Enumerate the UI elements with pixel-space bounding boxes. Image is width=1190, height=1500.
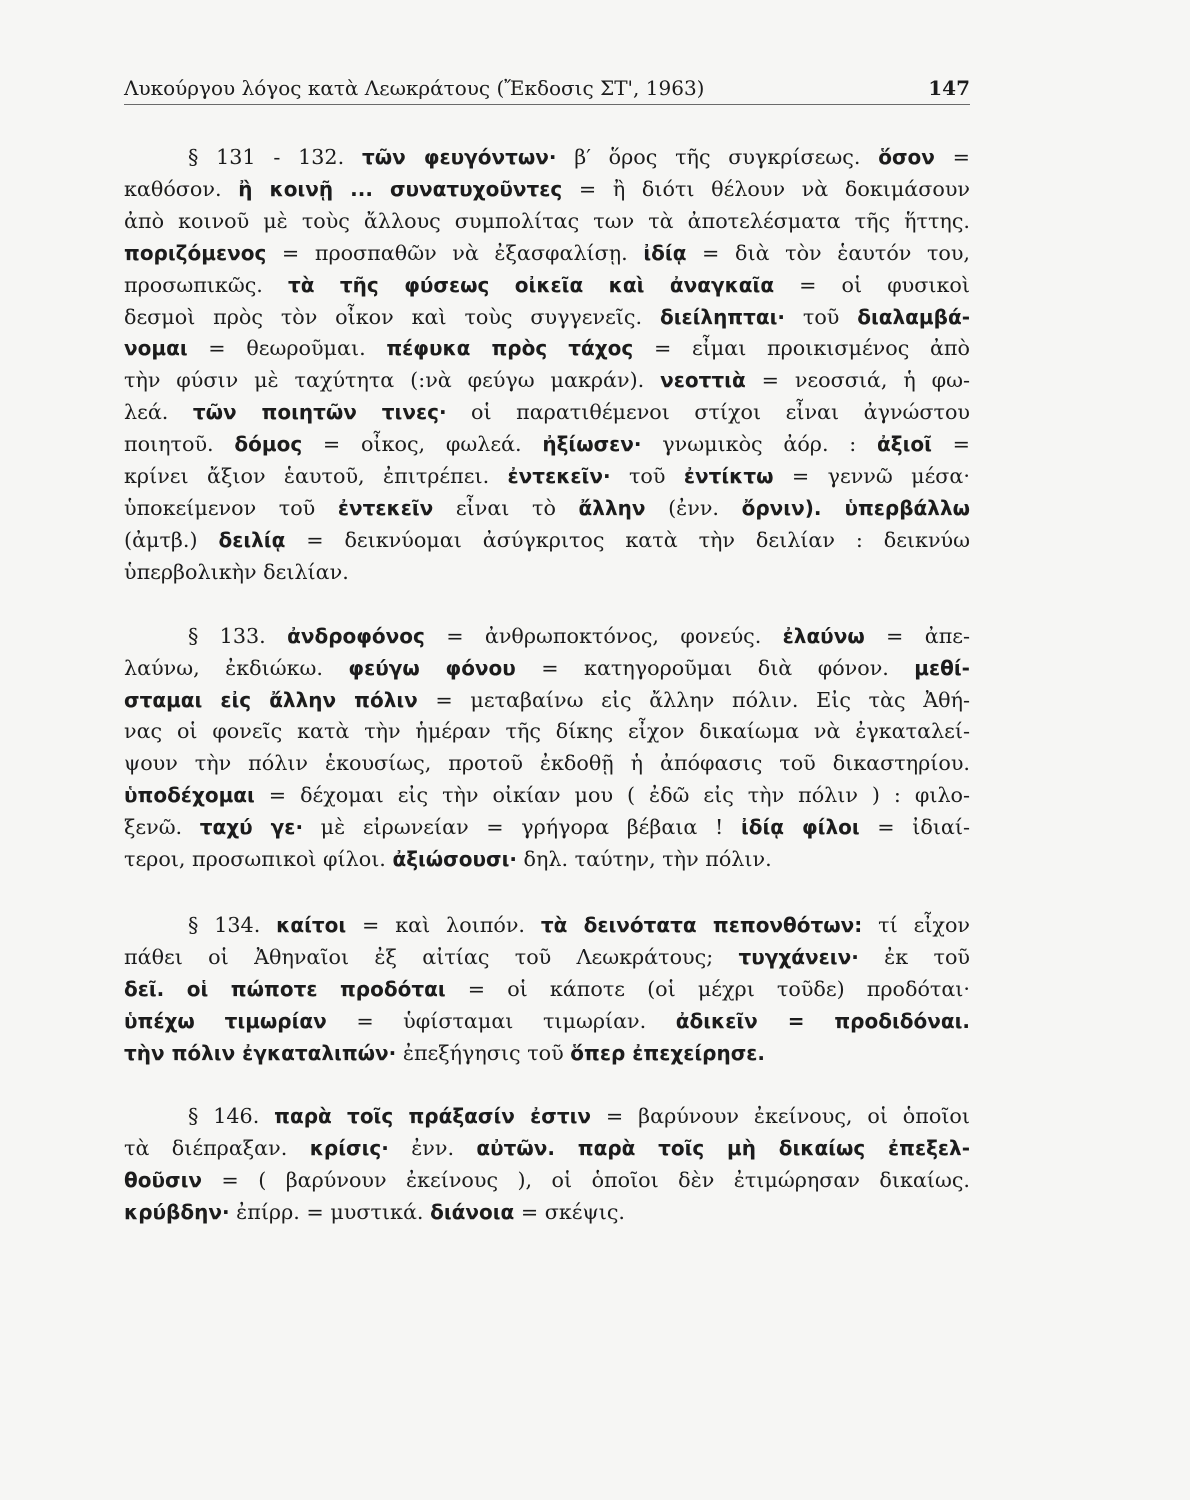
lemma-term: φεύγω φόνου <box>348 655 516 680</box>
gloss-text: = καὶ λοιπόν. <box>346 912 541 937</box>
gloss-text: = <box>931 432 970 457</box>
gloss-text: λαύνω, ἐκδιώκω. <box>124 655 349 680</box>
lemma-term: ὑπέχω τιμωρίαν <box>124 1008 327 1033</box>
gloss-text: κρίνει ἄξιον ἑαυτοῦ, ἐπιτρέπει. <box>124 464 508 489</box>
lemma-term: πέφυκα πρὸς τάχος <box>386 336 634 361</box>
gloss-text: ὑπερβολικὴν δειλίαν. <box>124 559 349 584</box>
lemma-term: δεῖ. οἱ πώποτε προδόται <box>124 976 446 1001</box>
gloss-text: § 133. <box>188 623 288 648</box>
text-line <box>124 1165 970 1197</box>
text-line <box>124 685 970 717</box>
lemma-term: ἐντεκεῖν· <box>507 464 611 489</box>
gloss-text: = οἱ φυσικοὶ <box>774 272 970 297</box>
gloss-text: οἱ παρατιθέμενοι στίχοι εἶναι ἀγνώστου <box>446 400 970 425</box>
gloss-text: τοῦ <box>610 464 684 489</box>
lemma-term: ἀνδροφόνος <box>287 623 425 648</box>
text-line <box>124 844 970 876</box>
lemma-term: νεοττιὰ <box>660 368 746 393</box>
lemma-term: ὅπερ ἐπεχείρησε. <box>570 1040 766 1065</box>
gloss-text: = δεικνύομαι ἀσύγκριτος κατὰ τὴν δειλίαν : δεικνύω <box>285 527 970 552</box>
gloss-text: = νεοσσιά, ἡ φω- <box>745 368 971 393</box>
text-line <box>124 716 970 748</box>
text-line <box>124 206 970 238</box>
lemma-term: νομαι <box>124 336 188 361</box>
gloss-text: (ἐνν. <box>645 495 742 520</box>
gloss-text: τὰ διέπραξαν. <box>124 1136 310 1161</box>
lemma-term: μεθί- <box>914 655 970 680</box>
text-line <box>124 910 970 942</box>
gloss-text: τεροι, προσωπικοὶ φίλοι. <box>124 847 393 872</box>
gloss-text: δηλ. ταύτην, τὴν πόλιν. <box>516 847 772 872</box>
lemma-term: ὄρνιν). ὑπερβάλλω <box>741 495 970 520</box>
gloss-text: ἐκ τοῦ <box>858 944 970 969</box>
gloss-text: τοῦ <box>785 304 858 329</box>
running-header <box>124 76 970 105</box>
text-line <box>124 1197 970 1229</box>
section-133 <box>124 621 970 876</box>
text-line <box>124 142 970 174</box>
text-line <box>124 429 970 461</box>
gloss-text: = μεταβαίνω εἰς ἄλλην πόλιν. Εἰς τὰς Ἀθή- <box>417 687 970 712</box>
gloss-text: γνωμικὸς ἀόρ. : <box>641 432 878 457</box>
gloss-text: ἐπίρρ. = μυστικά. <box>229 1200 431 1225</box>
text-line <box>124 1133 970 1165</box>
lemma-term: τὰ δεινότατα πεπονθότων: <box>540 912 863 937</box>
text-line <box>124 333 970 365</box>
lemma-term: τὰ τῆς φύσεως οἰκεῖα καὶ ἀναγκαῖα <box>287 272 775 297</box>
lemma-term: κρύβδην· <box>124 1200 230 1225</box>
commentary-body <box>124 142 970 1229</box>
text-line <box>124 1038 970 1070</box>
lemma-term: διαλαμβά- <box>857 304 970 329</box>
gloss-text: β′ ὅρος τῆς συγκρίσεως. <box>556 145 879 169</box>
gloss-text: = δέχομαι εἰς τὴν οἰκίαν μου ( ἐδῶ εἰς τὴν πόλιν ) : φιλο- <box>254 783 970 808</box>
lemma-term: τῶν φευγόντων· <box>361 145 557 169</box>
gloss-text: νας οἱ φονεῖς κατὰ τὴν ἡμέραν τῆς δίκης εἶχον δικαίωμα νὰ ἐγκαταλεί- <box>124 719 970 744</box>
lemma-term: ὑποδέχομαι <box>124 783 255 808</box>
text-line <box>124 557 970 589</box>
gloss-text: = οἱ κάποτε (οἱ μέχρι τοῦδε) προδόται· <box>445 976 970 1001</box>
section-146 <box>124 1101 970 1229</box>
header-title: Λυκούργου λόγος κατὰ Λεωκράτους (Ἔκδοσις ΣΤ', 1963) <box>124 76 705 100</box>
lemma-term: δειλίᾳ <box>218 527 286 552</box>
gloss-text: ὑποκείμενον τοῦ <box>124 495 338 520</box>
lemma-term: ἐντίκτω <box>683 464 774 489</box>
gloss-text: = ὑφίσταμαι τιμωρίαν. <box>326 1008 676 1033</box>
gloss-text: = οἶκος, φωλεά. <box>302 432 543 457</box>
text-line <box>124 1101 970 1133</box>
gloss-text: = σκέψις. <box>514 1200 626 1225</box>
text-line <box>124 780 970 812</box>
text-line <box>124 397 970 429</box>
gloss-text: = εἶμαι προικισμένος ἀπὸ <box>633 336 970 361</box>
text-line <box>124 461 970 493</box>
lemma-term: καίτοι <box>276 912 347 937</box>
text-line <box>124 174 970 206</box>
gloss-text: = ἀνθρωποκτόνος, φονεύς. <box>424 623 783 648</box>
gloss-text: = ἢ διότι θέλουν νὰ δοκιμάσουν <box>562 176 970 201</box>
gloss-text: ἀπὸ κοινοῦ μὲ τοὺς ἄλλους συμπολίτας των τὰ ἀποτελέσματα τῆς ἥττης. <box>124 208 970 233</box>
text-line <box>124 270 970 302</box>
text-line <box>124 302 970 334</box>
lemma-term: δόμος <box>234 432 303 457</box>
gloss-text: § 134. <box>188 912 277 937</box>
gloss-text: = προσπαθῶν νὰ ἐξασφαλίσῃ. <box>266 240 644 265</box>
gloss-text: (ἀμτβ.) <box>124 527 219 552</box>
page-number: 147 <box>928 76 970 100</box>
gloss-text: = θεωροῦμαι. <box>187 336 387 361</box>
lemma-term: ἀξιώσουσι· <box>392 847 517 872</box>
lemma-term: τῶν ποιητῶν τινες· <box>192 400 447 425</box>
gloss-text: = ( βαρύνουν ἐκείνους ), οἱ ὁποῖοι δὲν ἐτιμώρησαν δικαίως. <box>201 1168 970 1193</box>
lemma-term: διάνοια <box>430 1200 515 1225</box>
gloss-text: καθόσον. <box>124 176 239 201</box>
gloss-text: = γεννῶ μέσα· <box>773 464 970 489</box>
text-line <box>124 621 970 653</box>
text-line <box>124 974 970 1006</box>
gloss-text: = <box>934 145 970 169</box>
gloss-text: προσωπικῶς. <box>124 272 288 297</box>
lemma-term: ἀξιοῖ <box>877 432 932 457</box>
text-line <box>124 493 970 525</box>
lemma-term: ἐλαύνω <box>782 623 865 648</box>
gloss-text: δεσμοὶ πρὸς τὸν οἶκον καὶ τοὺς συγγενεῖς. <box>124 304 660 329</box>
lemma-term: ὅσον <box>878 145 935 169</box>
lemma-term: θοῦσιν <box>124 1168 202 1193</box>
gloss-text: ἐνν. <box>388 1136 477 1161</box>
lemma-term: παρὰ τοῖς πράξασίν ἐστιν <box>274 1104 592 1129</box>
gloss-text: ποιητοῦ. <box>124 432 235 457</box>
text-line <box>124 525 970 557</box>
lemma-term: τυγχάνειν· <box>738 944 859 969</box>
gloss-text: § 146. <box>188 1104 275 1129</box>
text-line <box>124 653 970 685</box>
gloss-text: ξενῶ. <box>124 815 200 840</box>
lemma-term: ἢ κοινῇ ... συνατυχοῦντες <box>238 176 563 201</box>
gloss-text: = βαρύνουν ἐκείνους, οἱ ὁποῖοι <box>591 1104 970 1129</box>
gloss-text: = κατηγοροῦμαι διὰ φόνον. <box>515 655 915 680</box>
lemma-term: αὐτῶν. παρὰ τοῖς μὴ δικαίως ἐπεξελ- <box>476 1136 970 1161</box>
lemma-term: ταχύ γε· <box>199 815 304 840</box>
gloss-text: = ἰδιαί- <box>859 815 970 840</box>
lemma-term: διείληπται· <box>659 304 786 329</box>
lemma-term: σταμαι εἰς ἄλλην πόλιν <box>124 687 418 712</box>
lemma-term: ἰδίᾳ <box>643 240 687 265</box>
text-line <box>124 748 970 780</box>
gloss-text: τὴν φύσιν μὲ ταχύτητα (:νὰ φεύγω μακράν). <box>124 368 661 393</box>
lemma-term: ἰδίᾳ φίλοι <box>740 815 860 840</box>
text-line <box>124 1006 970 1038</box>
gloss-text: πάθει οἱ Ἀθηναῖοι ἐξ αἰτίας τοῦ Λεωκράτους; <box>124 944 739 969</box>
gloss-text: μὲ εἰρωνείαν = γρήγορα βέβαια ! <box>303 815 741 840</box>
lemma-term: τὴν πόλιν ἐγκαταλιπών· <box>124 1040 397 1065</box>
lemma-term: πoριζόμενος <box>124 240 267 265</box>
gloss-text: εἶναι τὸ <box>433 495 579 520</box>
lemma-term: ἐντεκεῖν <box>337 495 434 520</box>
gloss-text: = διὰ τὸν ἑαυτόν του, <box>686 240 971 265</box>
text-line <box>124 365 970 397</box>
text-line <box>124 942 970 974</box>
section-134 <box>124 910 970 1070</box>
text-line <box>124 238 970 270</box>
gloss-text: ἐπεξήγησις τοῦ <box>396 1040 571 1065</box>
text-line <box>124 812 970 844</box>
gloss-text: ψουν τὴν πόλιν ἑκουσίως, προτοῦ ἐκδοθῇ ἡ ἀπόφασις τοῦ δικαστηρίου. <box>124 751 970 776</box>
lemma-term: ἄλλην <box>578 495 646 520</box>
gloss-text: = ἀπε- <box>864 623 970 648</box>
section-131-132 <box>124 142 970 589</box>
lemma-term: ἠξίωσεν· <box>542 432 642 457</box>
gloss-text: τί εἶχον <box>862 912 970 937</box>
gloss-text: § 131 - 132. <box>188 145 362 169</box>
lemma-term: ἀδικεῖν = προδιδόναι. <box>675 1008 971 1033</box>
gloss-text: λεά. <box>124 400 193 425</box>
lemma-term: κρίσις· <box>309 1136 389 1161</box>
